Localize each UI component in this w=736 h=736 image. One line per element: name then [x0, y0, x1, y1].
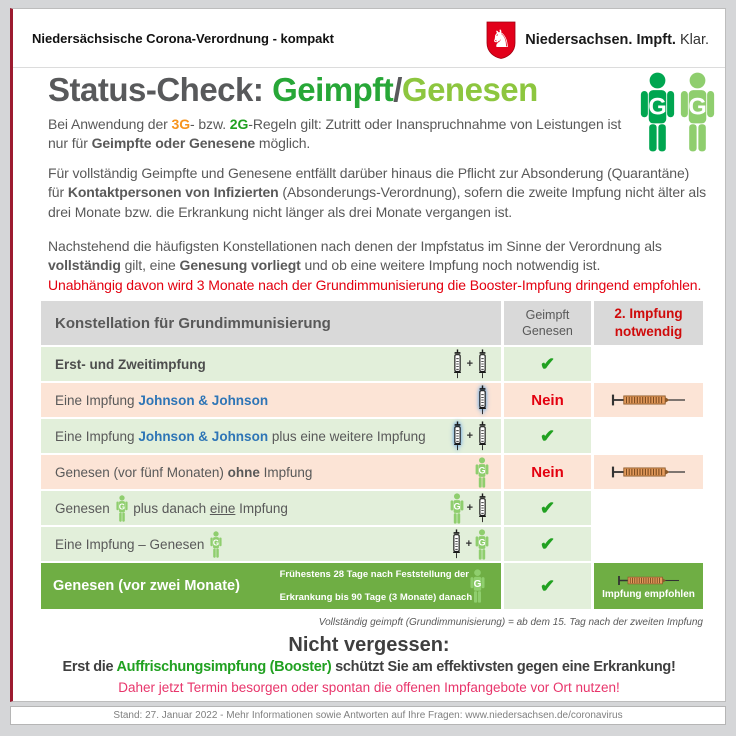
vaccine-vial-icon [476, 421, 489, 451]
niedersachsen-shield-icon [486, 21, 516, 59]
p3-bold: vollständig [48, 257, 121, 274]
syringe-icon [611, 463, 687, 481]
plus-sign: + [465, 538, 472, 550]
callout-text: Erst die [62, 659, 117, 675]
plus-sign: + [466, 502, 473, 514]
check-icon: ✔ [539, 497, 556, 518]
row-label-bold: ohne [227, 464, 260, 480]
check-icon: ✔ [539, 425, 556, 446]
vaccine-vial-icon [450, 529, 463, 559]
table-row [41, 383, 703, 417]
action-cell [594, 527, 703, 561]
row-note-line1: Frühestens 28 Tage nach Feststellung der [279, 568, 469, 580]
status-cell [504, 455, 591, 489]
check-icon: ✔ [539, 353, 556, 374]
paragraph-konstellationen [48, 237, 710, 295]
check-icon: ✔ [539, 533, 556, 554]
row-label-text: plus danach [129, 500, 210, 516]
row-label [41, 455, 501, 489]
plus-sign: + [466, 430, 473, 442]
genesen-person-icon [450, 493, 464, 524]
brand-impft: Impft. [632, 32, 676, 48]
p3-bold: Genesung vorliegt [179, 257, 301, 274]
row-label-text: Eine Impfung [55, 428, 139, 444]
row-label-text: Eine Impfung [55, 392, 139, 408]
nein-label: Nein [531, 463, 564, 481]
table-footnote: Vollständig geimpft (Grundimmunisierung) = ab dem 15. Tag nach der zweiten Impfung [318, 617, 703, 628]
header-zweite-impfung [594, 301, 703, 345]
row-label-text: Eine Impfung – Genesen [55, 536, 209, 552]
status-cell [504, 383, 591, 417]
syringe-icon [611, 391, 687, 409]
status-table [41, 301, 703, 611]
p3-text: und ob eine weitere Impfung noch notwendig ist. [300, 257, 601, 274]
table-header-row [41, 301, 703, 345]
action-cell [594, 383, 703, 417]
row-label-text: Impfung [259, 464, 313, 480]
genesen-person-icon [475, 457, 489, 488]
p1-bold: Geimpfte oder Genesene [91, 135, 256, 152]
page-title [48, 71, 538, 109]
check-icon: ✔ [539, 575, 556, 596]
booster-callout [13, 659, 725, 675]
vaccine-vial-icon [476, 349, 489, 379]
booster-warning: Unabhängig davon wird 3 Monate nach der Grundimmunisierung die Booster-Impfung dringend empfohlen. [48, 276, 702, 293]
table-row-genesen-zwei-monate [41, 563, 703, 609]
row-label-text: Genesen (vor zwei Monate) [53, 578, 240, 594]
header-divider [13, 67, 725, 68]
p3-text: gilt, eine [120, 257, 180, 274]
table-row [41, 419, 703, 453]
row-label-text: Erst- und Zweitimpfung [55, 356, 206, 372]
header-geimpft-line: Geimpft [525, 307, 570, 322]
status-cell [504, 419, 591, 453]
row-label [41, 383, 501, 417]
footer-info-bar: Stand: 27. Januar 2022 - Mehr Informationen sowie Antworten auf Ihre Fragen: www.niedersachsen.de/coronavirus [10, 706, 726, 725]
action-cell [594, 491, 703, 525]
title-prefix: Status-Check: [48, 71, 273, 108]
geimpft-person-icon [640, 69, 675, 155]
table-row [41, 347, 703, 381]
row-note [248, 558, 473, 615]
row-label [41, 491, 501, 525]
paragraph-quarantaene [48, 164, 708, 222]
plus-sign: + [466, 358, 473, 370]
vaccine-vial-icon [476, 493, 489, 523]
p2-text: (Absonderungs-Verordnung), sofern die zweite Impfung nicht älter als drei Monate bzw. die Erkrankung nicht länger als drei Monate vergangen ist. [48, 184, 706, 220]
header-geimpft-genesen [504, 301, 591, 345]
brand-logo [486, 17, 709, 63]
header-konstellation: Konstellation für Grundimmunisierung [41, 301, 501, 345]
title-genesen: Genesen [401, 71, 538, 108]
p3-text: Nachstehend die häufigsten Konstellationen nach denen der Impfstatus im Sinne der Verordnung als [48, 238, 662, 254]
brand-name: Niedersachsen. [525, 32, 633, 48]
table-row [41, 527, 703, 561]
p1-text: möglich. [255, 135, 311, 152]
status-cell [504, 563, 591, 609]
status-cell [504, 527, 591, 561]
table-row [41, 455, 703, 489]
johnson-johnson-label: Johnson & Johnson [138, 392, 269, 408]
row-label-underline: eine [209, 500, 236, 516]
row-label-text: Impfung [235, 500, 288, 516]
termin-callout: Daher jetzt Termin besorgen oder spontan die offenen Impfangebote vor Ort nutzen! [118, 680, 620, 695]
header-notwendig-line: notwendig [614, 324, 683, 339]
header-genesen-line: Genesen [522, 324, 573, 338]
row-icons [451, 421, 501, 451]
booster-green-text: Auffrischungsimpfung (Booster) [116, 659, 332, 675]
row-label-text: Genesen (vor fünf Monaten) [55, 464, 228, 480]
brand-klar: Klar. [675, 32, 709, 48]
johnson-johnson-label: Johnson & Johnson [138, 428, 269, 444]
row-icons [476, 385, 501, 415]
2g-label: 2G [229, 116, 249, 132]
syringe-icon [616, 573, 682, 588]
row-label-text: plus eine weitere Impfung [268, 428, 426, 444]
status-cell [504, 491, 591, 525]
nein-label: Nein [531, 391, 564, 409]
row-label [41, 347, 501, 381]
p1-text: - bzw. [190, 116, 230, 132]
action-cell [594, 419, 703, 453]
callout-text: schützt Sie am effektivsten gegen eine Erkrankung! [331, 659, 676, 675]
status-cell [504, 347, 591, 381]
table-row [41, 491, 703, 525]
brand-text [525, 32, 709, 48]
genesen-person-icon [116, 495, 128, 522]
row-label [41, 527, 501, 561]
p2-bold: Kontaktpersonen von Infizierten [67, 184, 279, 201]
p1-text: Bei Anwendung der [48, 116, 172, 132]
genesen-person-icon [680, 69, 715, 155]
row-icons [450, 529, 501, 560]
nicht-vergessen-heading: Nicht vergessen: [288, 634, 450, 656]
infographic-card [10, 8, 726, 702]
row-label [41, 419, 501, 453]
header-impfung-line: 2. Impfung [614, 306, 683, 322]
row-note-line2: Erkrankung bis 90 Tage (3 Monate) danach [279, 591, 473, 603]
row-icons [470, 569, 501, 603]
paragraph-3g-2g [48, 115, 644, 154]
document-title: Niedersächsische Corona-Verordnung - kompakt [32, 31, 334, 46]
title-geimpft: Geimpft [272, 71, 394, 108]
3g-label: 3G [171, 116, 191, 132]
genesen-person-icon [210, 531, 222, 558]
row-icons [475, 457, 501, 488]
jj-vaccine-vial-icon [451, 421, 464, 451]
genesen-person-icon [470, 569, 485, 603]
jj-vaccine-vial-icon [476, 385, 489, 415]
title-person-icons [640, 69, 715, 155]
vaccine-vial-icon [451, 349, 464, 379]
p1-text: -Regeln gilt: Zutritt oder Inanspruchnahme von Leistungen ist nur für [48, 116, 622, 152]
action-cell [594, 347, 703, 381]
row-label-text: Genesen [55, 500, 114, 516]
action-cell [594, 563, 703, 609]
action-cell [594, 455, 703, 489]
row-label [41, 563, 501, 609]
genesen-person-icon [475, 529, 489, 560]
row-icons [450, 493, 501, 524]
impfung-empfohlen-label: Impfung empfohlen [602, 588, 695, 600]
p2-text: Für vollständig Geimpfte und Genesene entfällt darüber hinaus die Pflicht zur Absonderung (Quarantäne) für [48, 165, 690, 201]
row-icons [451, 349, 501, 379]
title-slash: / [393, 71, 402, 108]
